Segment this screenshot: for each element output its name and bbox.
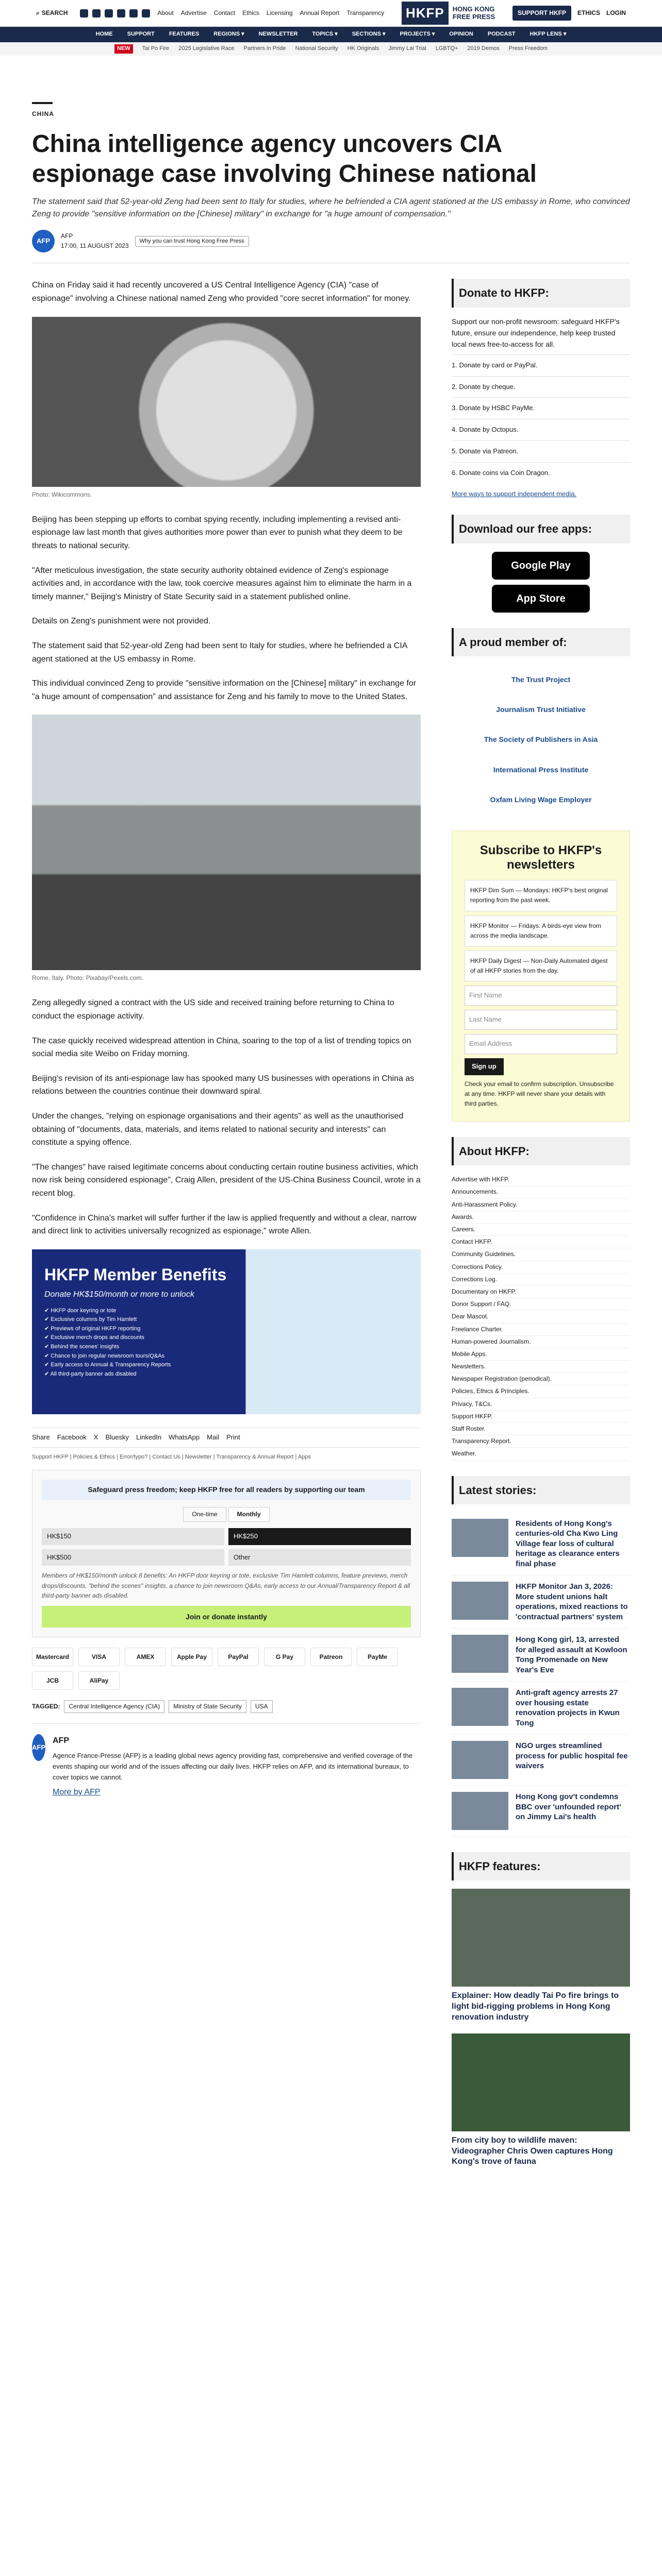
signup-button[interactable]: Sign up bbox=[465, 1058, 504, 1075]
share-facebook[interactable]: Facebook bbox=[57, 1433, 87, 1441]
sidebar bbox=[452, 279, 630, 2178]
nav-newsletter[interactable]: NEWSLETTER bbox=[258, 31, 298, 38]
paragraph: "The changes" have raised legitimate concerns about conducting certain routine business activities, which now risk being considered espionage", Craig Allen, president of the US-China Business Council, wrote in a recent blog. bbox=[32, 1162, 421, 1198]
trust-link[interactable]: Why you can trust Hong Kong Free Press bbox=[135, 236, 249, 247]
email-field[interactable]: Email Address bbox=[465, 1034, 617, 1054]
donate-option[interactable] bbox=[452, 354, 630, 376]
newsletter-signup bbox=[452, 831, 630, 1122]
logo-text-line-2: FREE PRESS bbox=[452, 12, 495, 21]
sopa-logo[interactable]: The Society of Publishers in Asia bbox=[484, 735, 598, 744]
top-bar bbox=[0, 0, 662, 27]
nav-projects[interactable]: PROJECTS ▾ bbox=[400, 31, 435, 38]
author-card-body bbox=[53, 1734, 421, 1799]
page-layout bbox=[0, 263, 662, 2178]
donate-note: Members of HK$150/month unlock 8 benefits: An HKFP door keyring or tote, exclusive Tim Hamlett columns, feature previews, merch drops/discounts, "behind the scenes" insights, a chance to join newsroom Q&As, early access to our Annual/Transparency Report & all third-party banner ads disabled. bbox=[42, 1572, 410, 1599]
social-icons bbox=[80, 9, 150, 18]
share-whatsapp[interactable]: WhatsApp bbox=[169, 1433, 200, 1441]
donate-cta-button[interactable]: Join or donate instantly bbox=[42, 1606, 411, 1628]
nav-topics[interactable]: TOPICS ▾ bbox=[312, 31, 338, 38]
newsletter-note: Check your email to confirm subscription. Unsubscribe at any time. HKFP will never share your details with third parties. bbox=[465, 1080, 614, 1107]
newsletter-option[interactable] bbox=[465, 880, 617, 911]
alipay-logo: AliPay bbox=[78, 1671, 120, 1690]
about-link[interactable]: Documentary on HKFP. bbox=[452, 1286, 630, 1298]
top-bar-right bbox=[512, 6, 626, 21]
about-link[interactable]: Announcements. bbox=[452, 1186, 630, 1198]
ipi-logo[interactable]: International Press Institute bbox=[493, 765, 589, 774]
tag[interactable]: Central Intelligence Agency (CIA) bbox=[64, 1700, 164, 1713]
features-heading: HKFP features: bbox=[452, 1852, 630, 1880]
nav-home[interactable]: HOME bbox=[95, 31, 113, 38]
donate-banner: Safeguard press freedom; keep HKFP free for all readers by supporting our team bbox=[42, 1480, 411, 1499]
threads-icon[interactable] bbox=[129, 9, 138, 18]
paragraph: Zeng allegedly signed a contract with the US side and received training before returning to China to conduct the espionage activity. bbox=[32, 998, 394, 1021]
amount-option-selected[interactable]: HK$250 bbox=[228, 1528, 411, 1545]
facebook-icon[interactable] bbox=[80, 9, 88, 18]
story-item[interactable] bbox=[452, 1629, 630, 1682]
amount-option-other[interactable]: Other bbox=[228, 1549, 411, 1566]
about-link[interactable]: Weather. bbox=[452, 1448, 630, 1460]
feature-item[interactable] bbox=[452, 2033, 630, 2167]
newsletter-option-label: HKFP Dim Sum — Mondays: HKFP's best original reporting from the past week. bbox=[470, 887, 608, 904]
amount-option[interactable]: HK$500 bbox=[42, 1549, 224, 1566]
article-title: China intelligence agency uncovers CIA espionage case involving Chinese national bbox=[32, 130, 537, 188]
about-link[interactable]: Anti-Harassment Policy. bbox=[452, 1199, 630, 1211]
nav-features[interactable]: FEATURES bbox=[169, 31, 200, 38]
about-link[interactable]: Newsletters. bbox=[452, 1361, 630, 1373]
search-button[interactable]: ⌕ SEARCH bbox=[36, 8, 68, 18]
nav-support[interactable]: SUPPORT bbox=[127, 31, 155, 38]
about-link[interactable]: Human-powered Journalism. bbox=[452, 1336, 630, 1348]
linkedin-icon[interactable] bbox=[142, 9, 150, 18]
story-headline[interactable]: Hong Kong gov't condemns BBC over 'unfounded report' on Jimmy Lai's health bbox=[516, 1792, 621, 1822]
donate-option-label: 4. Donate by Octopus. bbox=[452, 426, 519, 434]
trending-link[interactable]: 2025 Legislative Race bbox=[178, 45, 235, 52]
paragraph: "After meticulous investigation, the state security authority obtained evidence of Zeng's espionage activities and, in accordance with the law, took coercive measures against him to eliminate the harm in a timely manner," Beijing's Ministry of State Security said in a statement published online. bbox=[32, 566, 412, 601]
feature-image[interactable] bbox=[452, 1889, 630, 1987]
author-avatar[interactable]: AFP bbox=[32, 230, 55, 252]
donate-option[interactable] bbox=[452, 462, 630, 484]
story-headline[interactable]: HKFP Monitor Jan 3, 2026: More student unions halt operations, mixed reactions to 'contractual partners' system bbox=[516, 1582, 628, 1621]
about-link[interactable]: Support HKFP. bbox=[452, 1411, 630, 1423]
new-badge: NEW bbox=[114, 44, 133, 54]
share-bluesky[interactable]: Bluesky bbox=[105, 1433, 129, 1441]
latest-stories bbox=[452, 1513, 630, 1837]
share-linkedin[interactable]: LinkedIn bbox=[136, 1433, 162, 1441]
top-link-advertise[interactable]: Advertise bbox=[180, 9, 207, 16]
google-play-button[interactable]: Google Play bbox=[492, 552, 590, 580]
newsletter-option[interactable] bbox=[465, 951, 617, 981]
benefit-item: ✔ Previews of original HKFP reporting bbox=[44, 1325, 408, 1334]
trending-link[interactable]: Partners in Pride bbox=[243, 45, 286, 52]
about-link[interactable]: Corrections Policy. bbox=[452, 1261, 630, 1274]
share-print[interactable]: Print bbox=[226, 1433, 240, 1441]
article-header bbox=[0, 56, 662, 263]
about-link[interactable]: Transparency Report. bbox=[452, 1435, 630, 1448]
trending-link[interactable]: Press Freedom bbox=[508, 45, 548, 52]
top-link-transparency[interactable]: Transparency bbox=[346, 9, 385, 16]
story-item[interactable] bbox=[452, 1575, 630, 1629]
benefit-item: ✔ Behind the scenes' insights bbox=[44, 1343, 408, 1352]
trending-link[interactable]: Jimmy Lai Trial bbox=[388, 45, 426, 52]
about-link[interactable]: Mobile Apps. bbox=[452, 1348, 630, 1361]
feature-item[interactable] bbox=[452, 1889, 630, 2023]
benefit-item: ✔ Early access to Annual & Transparency Reports bbox=[44, 1361, 408, 1370]
byline bbox=[32, 230, 630, 263]
story-item[interactable] bbox=[452, 1682, 630, 1735]
about-link[interactable]: Newspaper Registration (periodical). bbox=[452, 1373, 630, 1385]
benefit-list bbox=[44, 1307, 408, 1379]
donate-option[interactable] bbox=[452, 397, 630, 419]
byline-meta bbox=[61, 231, 129, 251]
article-tags bbox=[32, 1700, 421, 1713]
promo-subtitle: Donate HK$150/month or more to unlock bbox=[44, 1290, 194, 1299]
benefit-item: ✔ Exclusive columns by Tim Hamlett bbox=[44, 1315, 408, 1325]
top-link-licensing[interactable]: Licensing bbox=[266, 9, 293, 16]
top-link-contact[interactable]: Contact bbox=[213, 9, 236, 16]
newsletter-heading: Subscribe to HKFP's newsletters bbox=[479, 843, 602, 872]
article-category[interactable]: CHINA bbox=[32, 110, 54, 117]
amex-logo: AMEX bbox=[125, 1648, 166, 1666]
more-ways-link[interactable]: More ways to support independent media. bbox=[452, 489, 577, 498]
trending-link[interactable]: Tai Po Fire bbox=[142, 45, 170, 52]
top-link-annual-report[interactable]: Annual Report bbox=[300, 9, 340, 16]
trending-link[interactable]: HK Originals bbox=[347, 45, 379, 52]
photo-caption: Photo: Wikicommons. bbox=[32, 490, 92, 498]
about-link[interactable]: Corrections Log. bbox=[452, 1274, 630, 1286]
feature-headline[interactable]: From city boy to wildlife maven: Videographer Chris Owen captures Hong Kong's trove of fauna bbox=[452, 2136, 613, 2166]
about-link[interactable]: Policies, Ethics & Principles. bbox=[452, 1385, 630, 1398]
about-link[interactable]: Awards. bbox=[452, 1211, 630, 1224]
share-x[interactable]: X bbox=[93, 1433, 98, 1441]
jti-logo[interactable]: Journalism Trust Initiative bbox=[496, 705, 586, 714]
payme-logo: PayMe bbox=[357, 1648, 398, 1666]
logo-mark: HKFP bbox=[402, 2, 449, 25]
story-thumbnail[interactable] bbox=[452, 1688, 508, 1726]
search-label: SEARCH bbox=[41, 9, 68, 16]
donate-option[interactable] bbox=[452, 376, 630, 398]
donate-widget bbox=[32, 1470, 421, 1637]
one-time-tab[interactable]: One-time bbox=[183, 1507, 226, 1522]
about-link[interactable]: Privacy, T&Cs. bbox=[452, 1398, 630, 1411]
youtube-icon[interactable] bbox=[117, 9, 125, 18]
nav-sections[interactable]: SECTIONS ▾ bbox=[352, 31, 386, 38]
about-link[interactable]: Contact HKFP. bbox=[452, 1236, 630, 1248]
support-hkfp-button[interactable]: SUPPORT HKFP bbox=[512, 6, 571, 21]
newsletter-option[interactable] bbox=[465, 916, 617, 946]
paragraph: Beijing has been stepping up efforts to combat spying recently, including implementing a revised anti-espionage law last month that gives authorities more power than ever to punish what they deem to be threats to national security. bbox=[32, 515, 403, 550]
donate-heading: Donate to HKFP: bbox=[452, 279, 630, 307]
newsletter-option-label: HKFP Daily Digest — Non-Daily Automated digest of all HKFP stories from the day. bbox=[470, 957, 608, 975]
trust-project-logo[interactable]: The Trust Project bbox=[511, 675, 571, 684]
latest-heading: Latest stories: bbox=[452, 1476, 630, 1504]
article-lede: The statement said that 52-year-old Zeng had been sent to Italy for studies, where he befriended a CIA agent stationed at the US embassy in Rome, who convinced Zeng to provide "sensitive information on the [Chinese] military" in exchange for "a huge amount of compensation." bbox=[32, 197, 630, 219]
logo-text-line-1: HONG KONG bbox=[452, 5, 495, 13]
benefit-item: ✔ All third-party banner ads disabled bbox=[44, 1370, 408, 1379]
story-item[interactable] bbox=[452, 1513, 630, 1576]
about-link[interactable]: Careers. bbox=[452, 1224, 630, 1236]
author-card-name[interactable]: AFP bbox=[53, 1736, 69, 1745]
login-link[interactable]: LOGIN bbox=[606, 9, 626, 16]
story-headline[interactable]: Residents of Hong Kong's centuries-old Cha Kwo Ling Village fear loss of cultural heritage as clearance enters final phase bbox=[516, 1519, 620, 1568]
cia-seal-photo bbox=[32, 317, 421, 487]
about-links bbox=[452, 1174, 630, 1460]
author-card-avatar[interactable]: AFP bbox=[32, 1734, 45, 1761]
donate-option-label: 6. Donate coins via Coin Dragon. bbox=[452, 468, 550, 477]
site-logo[interactable] bbox=[402, 2, 495, 25]
paragraph: The case quickly received widespread attention in China, soaring to the top of a list of trending topics on social media site Weibo on Friday morning. bbox=[32, 1036, 411, 1059]
story-headline[interactable]: Anti-graft agency arrests 27 over housing estate renovation projects in Kwun Tong bbox=[516, 1688, 620, 1727]
tag[interactable]: Ministry of State Security bbox=[169, 1700, 246, 1713]
story-headline[interactable]: Hong Kong girl, 13, arrested for alleged assault at Kowloon Tong Promenade on New Year's Eve bbox=[516, 1635, 627, 1674]
share-bar bbox=[32, 1428, 421, 1448]
patreon-logo: Patreon bbox=[310, 1648, 352, 1666]
top-bar-left bbox=[36, 8, 384, 18]
story-item[interactable] bbox=[452, 1735, 630, 1786]
share-label: Share bbox=[32, 1433, 50, 1441]
trending-link[interactable]: 2019 Demos bbox=[467, 45, 500, 52]
frequency-toggle bbox=[42, 1507, 411, 1522]
logo-text bbox=[453, 6, 495, 21]
story-thumbnail[interactable] bbox=[452, 1741, 508, 1779]
story-thumbnail[interactable] bbox=[452, 1582, 508, 1620]
feature-image[interactable] bbox=[452, 2033, 630, 2131]
story-headline[interactable]: NGO urges streamlined process for public hospital fee waivers bbox=[516, 1741, 628, 1771]
feature-headline[interactable]: Explainer: How deadly Tai Po fire brings to light bid-rigging problems in Hong Kong renovation industry bbox=[452, 1991, 619, 2022]
story-thumbnail[interactable] bbox=[452, 1519, 508, 1557]
member-logos bbox=[452, 665, 630, 815]
jcb-logo: JCB bbox=[32, 1671, 73, 1690]
photo-caption: Rome, Italy. Photo: Pixabay/Pexels.com. bbox=[32, 974, 143, 982]
first-name-field[interactable]: First Name bbox=[465, 986, 617, 1006]
about-link[interactable]: Dear Mascot. bbox=[452, 1311, 630, 1323]
main-nav bbox=[0, 27, 662, 42]
top-link-about[interactable]: About bbox=[157, 9, 174, 16]
visa-logo: VISA bbox=[78, 1648, 120, 1666]
donate-option-label: 2. Donate by cheque. bbox=[452, 382, 516, 391]
paypal-logo: PayPal bbox=[218, 1648, 259, 1666]
donate-option[interactable] bbox=[452, 440, 630, 462]
donate-intro: Support our non-profit newsroom: safeguard HKFP's future, ensure our independence, help keep trusted local news free-to-access for all. bbox=[452, 317, 620, 349]
instagram-icon[interactable] bbox=[105, 9, 113, 18]
about-link[interactable]: Staff Roster. bbox=[452, 1423, 630, 1435]
oxfam-logo[interactable]: Oxfam Living Wage Employer bbox=[490, 795, 592, 804]
top-link-ethics[interactable]: Ethics bbox=[242, 9, 259, 16]
story-thumbnail[interactable] bbox=[452, 1792, 508, 1830]
ethics-link[interactable]: ETHICS bbox=[577, 9, 600, 16]
last-name-field[interactable]: Last Name bbox=[465, 1010, 617, 1030]
author-card-bio: Agence France-Presse (AFP) is a leading global news agency providing fast, comprehensive and verified coverage of the events shaping our world and of the issues affecting our daily lives. HKFP relies on AFP, and its international bureaux, to cover topics we cannot. bbox=[53, 1752, 413, 1781]
paragraph: Beijing's revision of its anti-espionage law has spooked many US businesses with operations in China as relations between the countries continue their downward spiral. bbox=[32, 1074, 415, 1096]
about-link[interactable]: Advertise with HKFP. bbox=[452, 1174, 630, 1186]
story-item[interactable] bbox=[452, 1786, 630, 1837]
paragraph: The statement said that 52-year-old Zeng had been sent to Italy for studies, where he befriended a CIA agent stationed at the US embassy in Rome. bbox=[32, 641, 407, 664]
donate-option-label: 3. Donate by HSBC PayMe. bbox=[452, 404, 535, 412]
member-heading: A proud member of: bbox=[452, 628, 630, 656]
apple-pay-logo: Apple Pay bbox=[171, 1648, 212, 1666]
policy-links[interactable]: Support HKFP | Policies & Ethics | Error/typo? | Contact Us | Newsletter | Transparency & Annual Report | Apps bbox=[32, 1453, 311, 1460]
member-benefits-banner[interactable] bbox=[32, 1249, 421, 1414]
benefit-item: ✔ Exclusive merch drops and discounts bbox=[44, 1333, 408, 1343]
benefit-item: ✔ HKFP door keyring or tote bbox=[44, 1307, 408, 1316]
publish-date: 17:00, 11 AUGUST 2023 bbox=[61, 242, 129, 250]
nav-opinion[interactable]: OPINION bbox=[449, 31, 473, 38]
monthly-tab[interactable]: Monthly bbox=[228, 1507, 270, 1522]
donate-option-label: 5. Donate via Patreon. bbox=[452, 447, 519, 455]
paragraph: "Confidence in China's market will suffer further if the law is applied frequently and without a clear, narrow and direct link to activities universally recognized as espionage," wrote Allen. bbox=[32, 1213, 417, 1236]
story-thumbnail[interactable] bbox=[452, 1635, 508, 1673]
donate-option[interactable] bbox=[452, 419, 630, 440]
benefit-item: ✔ Chance to join regular newsroom tours/Q&As bbox=[44, 1352, 408, 1361]
trending-bar bbox=[0, 42, 662, 56]
about-heading: About HKFP: bbox=[452, 1137, 630, 1165]
paragraph: China on Friday said it had recently uncovered a US Central Intelligence Agency (CIA) "case of espionage" involving a Chinese national named Zeng who provided "core secret information" for money. bbox=[32, 281, 411, 303]
author-name[interactable]: AFP bbox=[61, 232, 73, 240]
tags-label: TAGGED: bbox=[32, 1703, 60, 1710]
share-mail[interactable]: Mail bbox=[207, 1433, 219, 1441]
about-link[interactable]: Donor Support / FAQ. bbox=[452, 1298, 630, 1311]
apps-heading: Download our free apps: bbox=[452, 515, 630, 543]
amount-options bbox=[42, 1528, 411, 1566]
donate-option-label: 1. Donate by card or PayPal. bbox=[452, 361, 538, 369]
header-rule bbox=[32, 102, 53, 104]
about-link[interactable]: Freelance Charter. bbox=[452, 1324, 630, 1336]
more-by-author-link[interactable]: More by AFP bbox=[53, 1788, 101, 1797]
x-icon[interactable] bbox=[92, 9, 101, 18]
paragraph: Details on Zeng's punishment were not provided. bbox=[32, 617, 211, 626]
paragraph: Under the changes, "relying on espionage organisations and their agents" as well as the unauthorised obtaining of "documents, data, materials, and items related to national security and interests" can constitute a spying offence. bbox=[32, 1112, 404, 1147]
author-card bbox=[32, 1723, 421, 1799]
nav-hkfp-lens[interactable]: HKFP LENS ▾ bbox=[529, 31, 567, 38]
payment-logos bbox=[32, 1648, 421, 1690]
tag[interactable]: USA bbox=[251, 1700, 273, 1713]
amount-option[interactable]: HK$150 bbox=[42, 1528, 224, 1545]
app-store-button[interactable]: App Store bbox=[492, 585, 590, 613]
newsletter-option-label: HKFP Monitor — Fridays: A birds-eye view from across the media landscape. bbox=[470, 922, 601, 939]
trending-link[interactable]: National Security bbox=[295, 45, 338, 52]
rome-photo bbox=[32, 715, 421, 970]
google-pay-logo: G Pay bbox=[264, 1648, 305, 1666]
trending-link[interactable]: LGBTQ+ bbox=[435, 45, 458, 52]
donate-options bbox=[452, 316, 630, 500]
about-link[interactable]: Community Guidelines. bbox=[452, 1248, 630, 1261]
mastercard-logo: Mastercard bbox=[32, 1648, 73, 1666]
nav-regions[interactable]: REGIONS ▾ bbox=[213, 31, 244, 38]
article-body bbox=[32, 279, 421, 2178]
nav-podcast[interactable]: PODCAST bbox=[487, 31, 516, 38]
promo-title: HKFP Member Benefits bbox=[44, 1265, 227, 1284]
paragraph: This individual convinced Zeng to provide "sensitive information on the [Chinese] military" in exchange for "a huge amount of compensation" and assistance for Zeng and his family to move to the United States. bbox=[32, 679, 417, 701]
